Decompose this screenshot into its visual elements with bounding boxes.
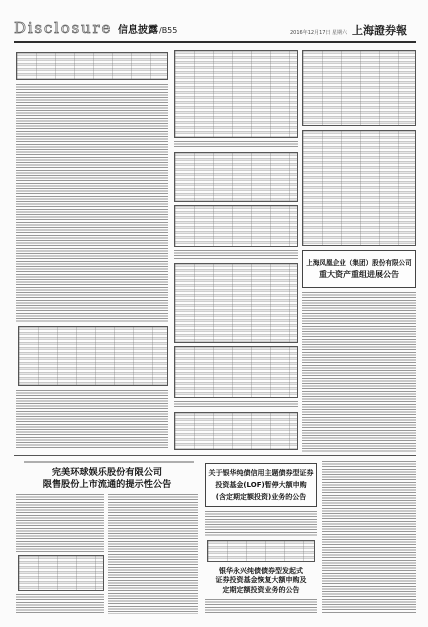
- headline-line: 重大资产重组进展公告: [319, 270, 399, 279]
- data-table: [16, 52, 168, 80]
- masthead-rule: [14, 41, 416, 43]
- text-block: [108, 494, 198, 614]
- issue-date: 2016年12月17日 星期六: [290, 30, 348, 36]
- text-block: [205, 599, 317, 614]
- data-table: [207, 540, 315, 562]
- section-title-english: Disclosure: [14, 19, 113, 37]
- section-divider: [14, 455, 416, 456]
- headline-line: 完美环球娱乐股份有限公司: [51, 467, 163, 478]
- headline-line: 银华永兴纯债债券型发起式: [219, 566, 303, 575]
- newspaper-name: 上海證券報: [352, 24, 407, 37]
- text-block: [174, 401, 298, 409]
- section-title-chinese: [118, 25, 177, 37]
- headline-fenghuang: [302, 250, 416, 288]
- section-title-cn-text: 信息披露: [118, 25, 158, 36]
- text-block: [16, 390, 168, 450]
- data-table: [302, 50, 416, 126]
- headline-line: 上海凤凰企业（集团）股份有限公司: [306, 259, 412, 267]
- text-block: [322, 461, 416, 614]
- data-table: [174, 263, 298, 343]
- data-table: [18, 326, 168, 386]
- headline-yinhua-2: [205, 566, 317, 596]
- data-table: [174, 152, 298, 202]
- data-table: [174, 205, 298, 247]
- data-table: [174, 412, 298, 450]
- headline-line: (含定期定额投资)业务的公告: [215, 493, 307, 501]
- notice-code-line: [24, 461, 194, 463]
- page-number: /B55: [159, 26, 178, 35]
- text-block: [205, 511, 317, 537]
- headline-line: 关于银华纯债信用主题债券型证券: [208, 469, 314, 477]
- data-table: [174, 346, 298, 398]
- headline-line: 限售股份上市流通的提示性公告: [42, 479, 172, 490]
- text-block: [16, 594, 104, 614]
- text-block: [302, 292, 416, 452]
- text-block: [16, 84, 168, 322]
- text-block: [174, 141, 298, 149]
- text-block: [16, 494, 104, 552]
- headline-line: 证券投资基金恢复大额申购及: [215, 576, 307, 585]
- data-table: [174, 50, 298, 138]
- data-table: [18, 555, 104, 591]
- headline-yinhua-1: [205, 463, 317, 507]
- text-block: [174, 250, 298, 260]
- data-table: [302, 130, 416, 246]
- headline-line: 投资基金(LOF)暂停大额申购: [215, 481, 307, 489]
- headline-line: 定期定额投资业务的公告: [222, 585, 300, 594]
